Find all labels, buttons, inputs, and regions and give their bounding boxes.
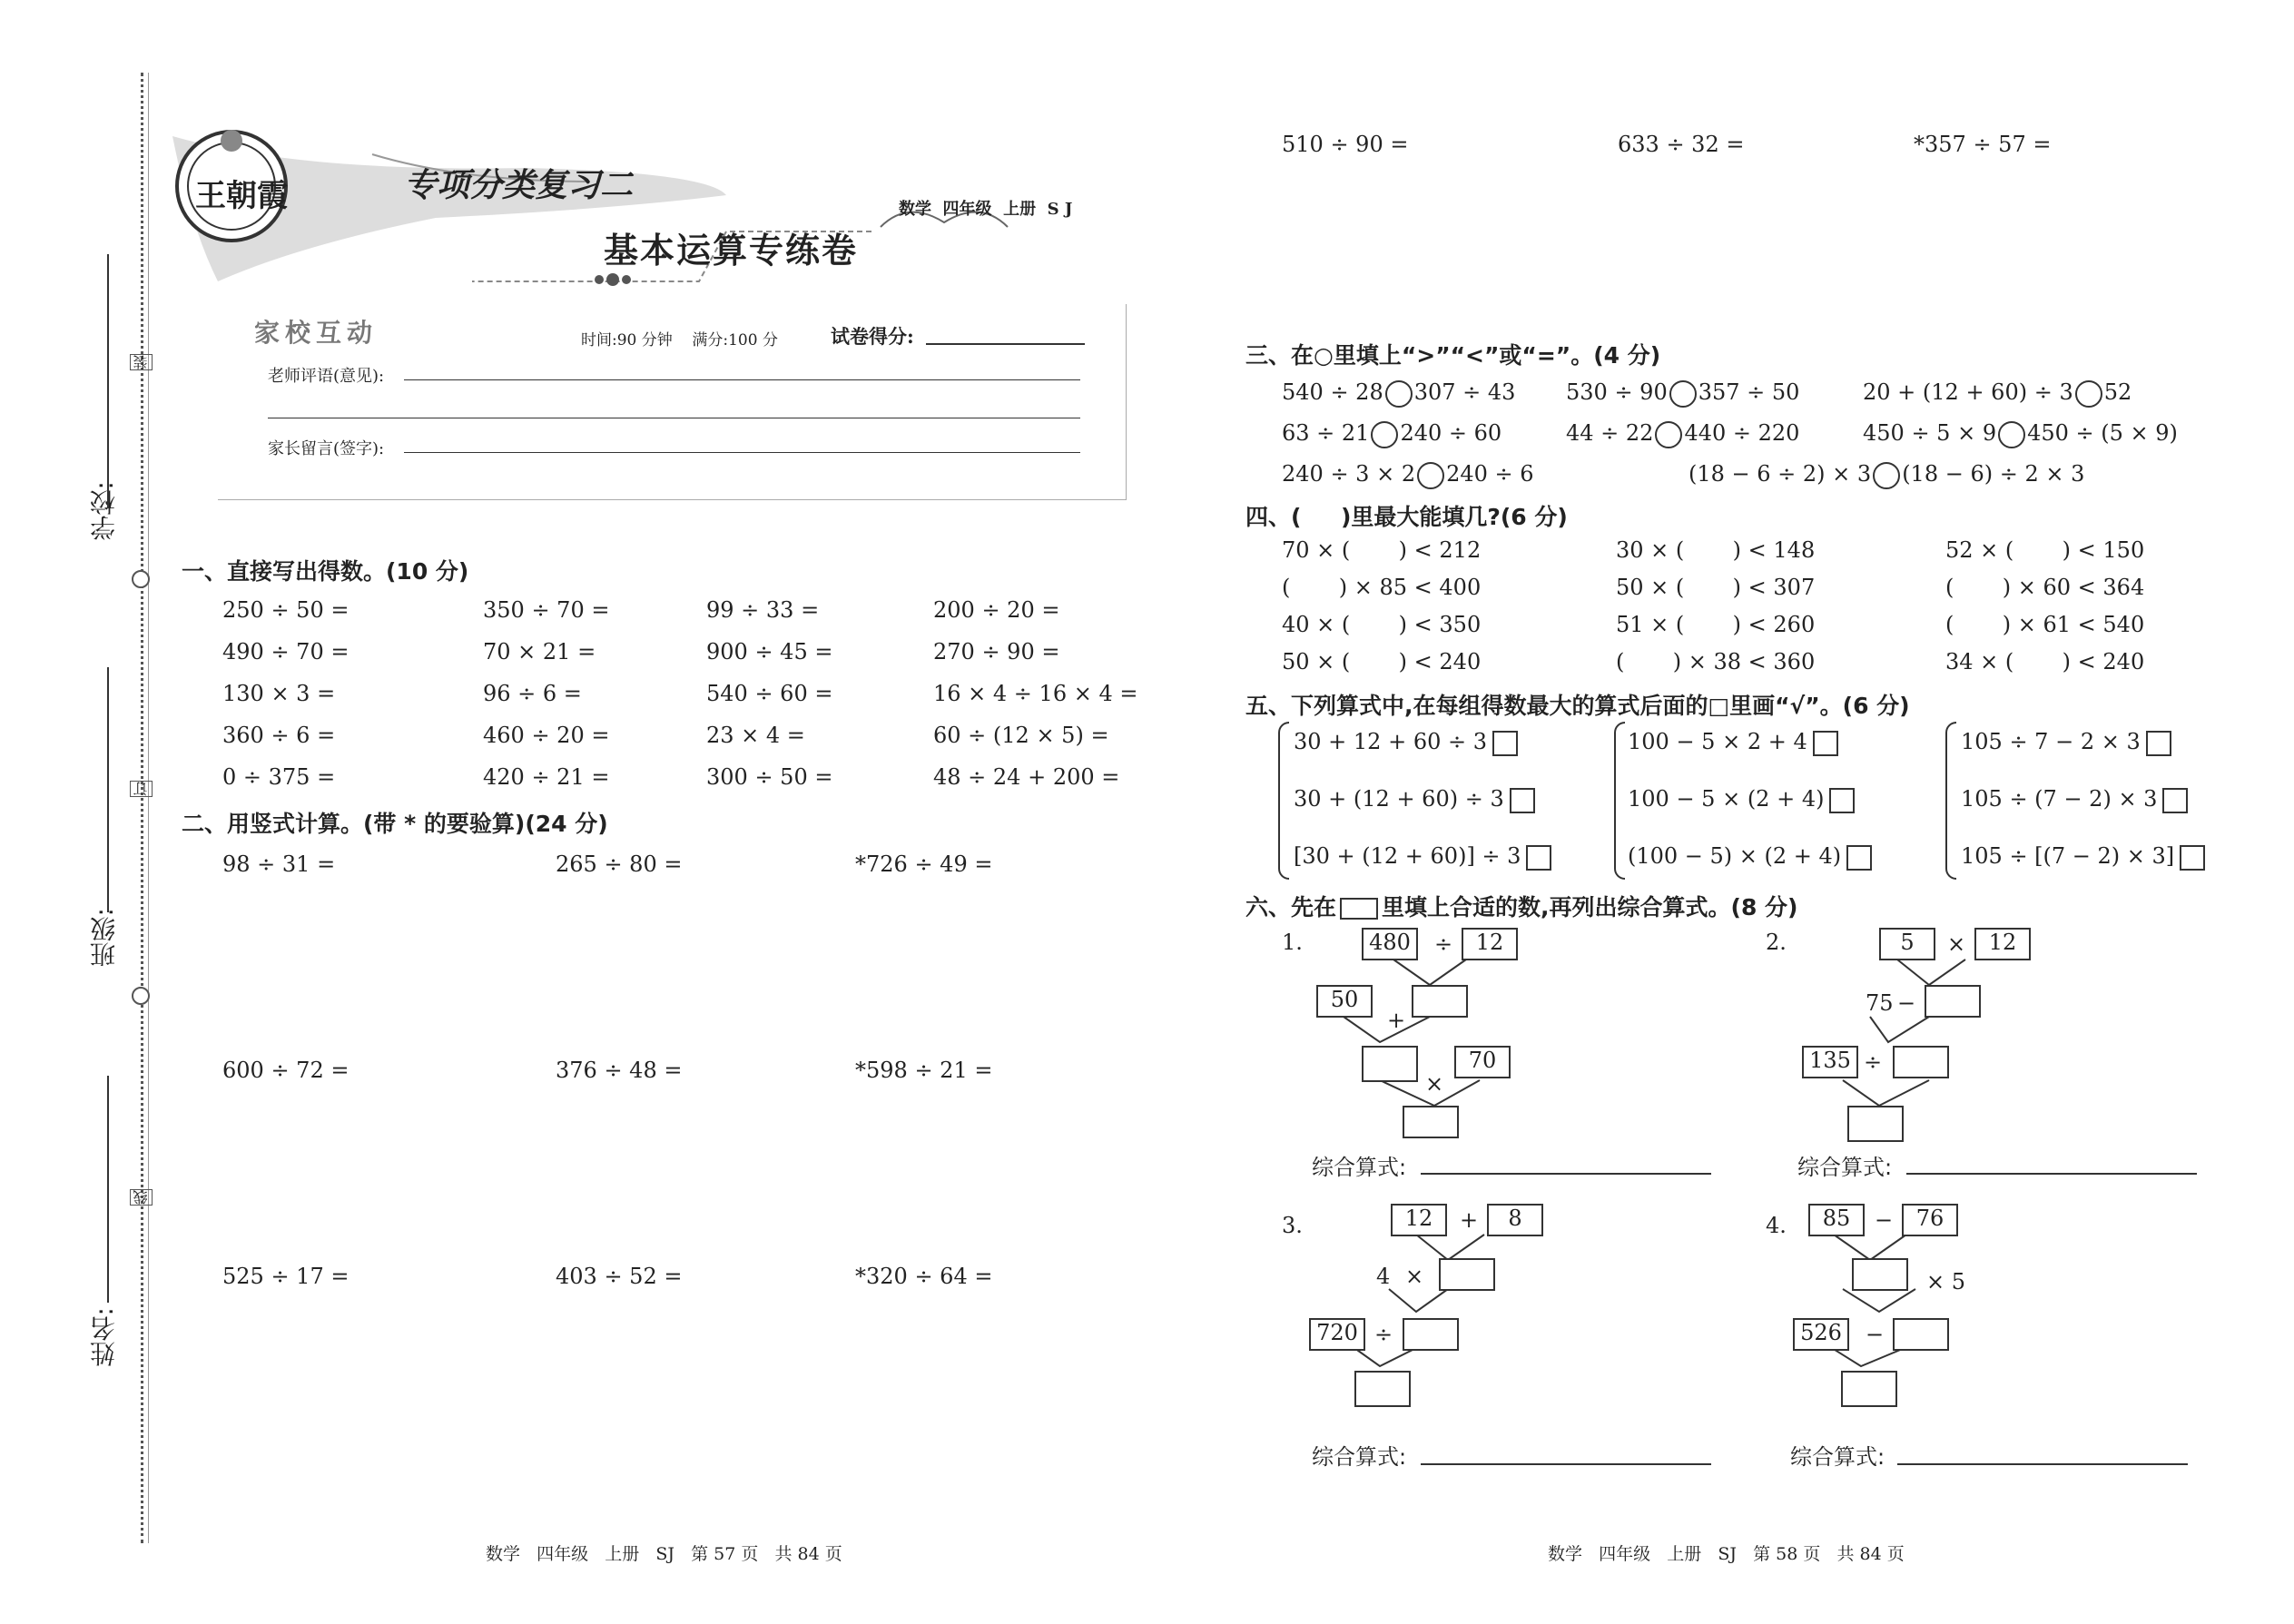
- footer-left: 数学 四年级 上册 SJ 第 57 页 共 84 页: [486, 1544, 842, 1564]
- s4-q: ( ) × 61 < 540: [1945, 612, 2145, 637]
- s4-q: 70 × ( ) < 212: [1282, 537, 1482, 563]
- s2-q: *598 ÷ 21 =: [855, 1058, 993, 1083]
- s2-q: *726 ÷ 49 =: [855, 851, 993, 877]
- logo-text: 王朝霞: [195, 178, 288, 214]
- compare-item: (18 − 6 ÷ 2) × 3 (18 − 6) ÷ 2 × 3: [1689, 461, 2084, 489]
- p1-op3: ×: [1425, 1071, 1444, 1097]
- s4-q: 40 × ( ) < 350: [1282, 612, 1482, 637]
- s1-q: 270 ÷ 90 =: [933, 639, 1060, 664]
- p4-blank-1[interactable]: [1852, 1258, 1908, 1291]
- p1-formula-label: 综合算式:: [1312, 1155, 1407, 1180]
- compare-item: 20 + (12 + 60) ÷ 3 52: [1863, 379, 2132, 408]
- parent-comment-label: 家长留言(签字):: [268, 439, 385, 458]
- s1-q: 490 ÷ 70 =: [222, 639, 350, 664]
- series-title: 专项分类复习二: [404, 167, 634, 204]
- p3-op1: +: [1460, 1207, 1479, 1233]
- s1-q: 900 ÷ 45 =: [706, 639, 833, 664]
- p3-num-c: 4: [1376, 1264, 1391, 1289]
- binding-mark-1: 装: [130, 354, 153, 370]
- s5-item: 30 + (12 + 60) ÷ 3: [1294, 786, 1535, 813]
- p4-op1: −: [1875, 1207, 1894, 1233]
- p3-formula-line[interactable]: [1421, 1463, 1711, 1465]
- p2-op3: ÷: [1864, 1049, 1883, 1075]
- problem-2-number: 2.: [1766, 930, 1787, 955]
- p4-blank-2[interactable]: [1893, 1318, 1949, 1351]
- p2-op2: −: [1897, 990, 1916, 1016]
- p1-formula-line[interactable]: [1421, 1173, 1711, 1175]
- s1-q: 250 ÷ 50 =: [222, 597, 350, 623]
- name-label: 姓名:: [89, 1307, 119, 1367]
- s4-q: 50 × ( ) < 307: [1616, 575, 1816, 600]
- s2-q: 265 ÷ 80 =: [556, 851, 683, 877]
- p1-op1: ÷: [1434, 931, 1453, 957]
- s1-q: 540 ÷ 60 =: [706, 681, 833, 706]
- subject-tag: 数学 四年级 上册 S J: [899, 200, 1073, 219]
- s1-q: 99 ÷ 33 =: [706, 597, 820, 623]
- s5-item: 100 − 5 × 2 + 4: [1628, 729, 1838, 756]
- p1-box-a: 480: [1362, 928, 1418, 960]
- s1-q: 200 ÷ 20 =: [933, 597, 1060, 623]
- compare-item: 450 ÷ 5 × 9 450 ÷ (5 × 9): [1863, 420, 2178, 448]
- s1-q: 60 ÷ (12 × 5) =: [933, 723, 1109, 748]
- s2-q: 525 ÷ 17 =: [222, 1264, 350, 1289]
- s1-q: 460 ÷ 20 =: [483, 723, 610, 748]
- compare-item: 540 ÷ 28 307 ÷ 43: [1282, 379, 1515, 408]
- s4-q: 34 × ( ) < 240: [1945, 649, 2145, 674]
- s2-q: 510 ÷ 90 =: [1282, 132, 1409, 157]
- section-3-title: 三、在○里填上“>”“<”或“=”。(4 分): [1245, 342, 1661, 369]
- s1-q: 130 × 3 =: [222, 681, 336, 706]
- s1-q: 360 ÷ 6 =: [222, 723, 336, 748]
- p2-box-b: 12: [1974, 928, 2031, 960]
- s5-item: 105 ÷ 7 − 2 × 3: [1961, 729, 2171, 756]
- footer-right: 数学 四年级 上册 SJ 第 58 页 共 84 页: [1548, 1544, 1905, 1564]
- s4-q: ( ) × 38 < 360: [1616, 649, 1816, 674]
- p3-blank-3[interactable]: [1354, 1371, 1411, 1407]
- school-label: 学校:: [89, 481, 119, 541]
- p3-box-a: 12: [1391, 1204, 1447, 1236]
- s1-q: 0 ÷ 375 =: [222, 764, 336, 790]
- binding-mark-3: 线: [130, 1189, 153, 1206]
- p4-formula-label: 综合算式:: [1790, 1444, 1885, 1470]
- p3-box-b: 8: [1487, 1204, 1543, 1236]
- p3-box-d: 720: [1309, 1318, 1365, 1351]
- s5-item: 105 ÷ (7 − 2) × 3: [1961, 786, 2188, 813]
- p1-blank-2[interactable]: [1362, 1046, 1418, 1082]
- p3-op2: ×: [1405, 1264, 1424, 1289]
- s2-q: 600 ÷ 72 =: [222, 1058, 350, 1083]
- s2-q: 633 ÷ 32 =: [1618, 132, 1745, 157]
- section-2-title: 二、用竖式计算。(带 * 的要验算)(24 分): [182, 811, 608, 837]
- s4-q: 30 × ( ) < 148: [1616, 537, 1816, 563]
- p1-box-d: 70: [1454, 1046, 1511, 1078]
- p4-formula-line[interactable]: [1897, 1463, 2188, 1465]
- s4-q: ( ) × 85 < 400: [1282, 575, 1482, 600]
- p3-blank-2[interactable]: [1403, 1318, 1459, 1351]
- compare-item: 63 ÷ 21 240 ÷ 60: [1282, 420, 1501, 448]
- p1-box-c: 50: [1316, 985, 1373, 1018]
- p4-box-d: 526: [1793, 1318, 1849, 1351]
- section-5-title: 五、下列算式中,在每组得数最大的算式后面的□里画“√”。(6 分): [1245, 693, 1910, 719]
- p1-box-b: 12: [1462, 928, 1518, 960]
- s2-q: 98 ÷ 31 =: [222, 851, 336, 877]
- binding-mark-2: 订: [130, 781, 153, 797]
- class-label: 班级:: [89, 908, 119, 968]
- s4-q: 52 × ( ) < 150: [1945, 537, 2145, 563]
- home-school-label: 家校互动: [254, 318, 379, 348]
- problem-4-number: 4.: [1766, 1213, 1787, 1238]
- teacher-comment-label: 老师评语(意见):: [268, 367, 385, 386]
- s1-q: 23 × 4 =: [706, 723, 805, 748]
- p4-box-b: 76: [1902, 1204, 1958, 1236]
- s2-q: 403 ÷ 52 =: [556, 1264, 683, 1289]
- s4-q: ( ) × 60 < 364: [1945, 575, 2145, 600]
- p3-formula-label: 综合算式:: [1312, 1444, 1407, 1470]
- s1-q: 48 ÷ 24 + 200 =: [933, 764, 1120, 790]
- s5-item: (100 − 5) × (2 + 4): [1628, 843, 1872, 871]
- p2-blank-2[interactable]: [1893, 1046, 1949, 1078]
- p4-box-a: 85: [1808, 1204, 1865, 1236]
- s5-item: 100 − 5 × (2 + 4): [1628, 786, 1855, 813]
- s1-q: 16 × 4 ÷ 16 × 4 =: [933, 681, 1138, 706]
- time-info: 时间:90 分钟 满分:100 分: [581, 331, 778, 349]
- p3-op3: ÷: [1374, 1322, 1393, 1347]
- p4-op3: −: [1866, 1322, 1885, 1347]
- s4-q: 51 × ( ) < 260: [1616, 612, 1816, 637]
- section-4-title: 四、( )里最大能填几?(6 分): [1245, 504, 1568, 530]
- p2-blank-1[interactable]: [1925, 985, 1981, 1018]
- s2-q: *320 ÷ 64 =: [855, 1264, 993, 1289]
- problem-3-number: 3.: [1282, 1213, 1303, 1238]
- p1-op2: +: [1387, 1008, 1406, 1033]
- problem-1-number: 1.: [1282, 930, 1303, 955]
- compare-item: 44 ÷ 22 440 ÷ 220: [1566, 420, 1799, 448]
- s5-item: 105 ÷ [(7 − 2) × 3]: [1961, 843, 2205, 871]
- p2-box-d: 135: [1802, 1046, 1858, 1078]
- p4-op2: × 5: [1926, 1269, 1966, 1294]
- p2-num-c: 75: [1866, 990, 1894, 1016]
- section-1-title: 一、直接写出得数。(10 分): [182, 558, 469, 585]
- s1-q: 420 ÷ 21 =: [483, 764, 610, 790]
- s4-q: 50 × ( ) < 240: [1282, 649, 1482, 674]
- p2-op1: ×: [1947, 931, 1966, 957]
- s5-item: [30 + (12 + 60)] ÷ 3: [1294, 843, 1551, 871]
- p2-box-a: 5: [1879, 928, 1935, 960]
- p2-blank-3[interactable]: [1847, 1106, 1904, 1142]
- compare-item: 240 ÷ 3 × 2 240 ÷ 6: [1282, 461, 1534, 489]
- p1-blank-3[interactable]: [1403, 1106, 1459, 1138]
- score-label: 试卷得分:: [831, 325, 914, 348]
- s1-q: 300 ÷ 50 =: [706, 764, 833, 790]
- p3-blank-1[interactable]: [1439, 1258, 1495, 1291]
- s2-q: 376 ÷ 48 =: [556, 1058, 683, 1083]
- compare-item: 530 ÷ 90 357 ÷ 50: [1566, 379, 1799, 408]
- p1-blank-1[interactable]: [1412, 985, 1468, 1018]
- s1-q: 350 ÷ 70 =: [483, 597, 610, 623]
- s2-q: *357 ÷ 57 =: [1914, 132, 2052, 157]
- p2-formula-label: 综合算式:: [1797, 1155, 1893, 1180]
- p2-formula-line[interactable]: [1906, 1173, 2197, 1175]
- main-title: 基本运算专练卷: [604, 230, 859, 271]
- p4-blank-3[interactable]: [1841, 1371, 1897, 1407]
- s1-q: 96 ÷ 6 =: [483, 681, 582, 706]
- s1-q: 70 × 21 =: [483, 639, 596, 664]
- section-6-title: 六、先在 里填上合适的数,再列出综合算式。(8 分): [1245, 894, 1798, 920]
- s5-item: 30 + 12 + 60 ÷ 3: [1294, 729, 1518, 756]
